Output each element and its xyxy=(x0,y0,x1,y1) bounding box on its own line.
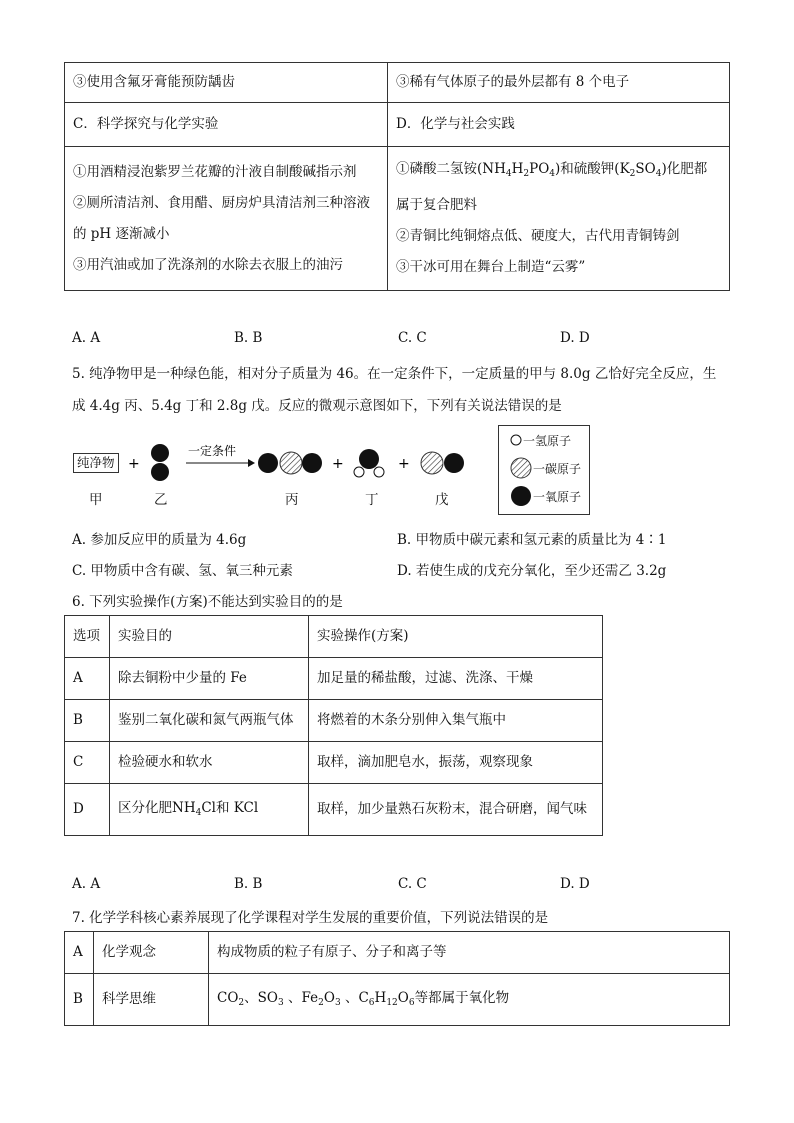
option-b[interactable]: B. B xyxy=(234,876,263,892)
cell-r1c2: ③稀有气体原子的最外层都有 8 个电子 xyxy=(388,63,730,103)
hydrogen-atom-icon xyxy=(509,433,523,447)
label-bing: 丙 xyxy=(285,492,299,508)
cell-d-items xyxy=(388,147,730,291)
row-d-purpose: 区分化肥$NH_4Cl$和 KCl xyxy=(110,784,309,836)
plus-sign: + xyxy=(128,456,140,472)
legend-hydrogen: 一氢原子 xyxy=(499,426,589,454)
d-item-3: ③干冰可用在舞台上制造“云雾” xyxy=(396,259,586,275)
q7-row-a-content: 构成物质的粒子有原子、分子和离子等 xyxy=(209,932,730,974)
row-d-label: D xyxy=(65,784,110,836)
row-c-label: C xyxy=(65,742,110,784)
q7-row-a-label: A xyxy=(65,932,94,974)
option-a[interactable]: A. A xyxy=(72,876,101,892)
q7-table xyxy=(64,931,730,1026)
option-d[interactable]: D. D xyxy=(560,330,590,346)
header-operation: 实验操作(方案) xyxy=(309,616,603,658)
row-a-label: A xyxy=(65,658,110,700)
d-item-2: ②青铜比纯铜熔点低、硬度大，古代用青铜铸剑 xyxy=(396,228,680,244)
oxygen-atom-icon xyxy=(509,484,533,508)
options-row-q6 xyxy=(72,876,590,892)
option-b[interactable]: B. B xyxy=(234,330,263,346)
row-b-purpose: 鉴别二氧化碳和氮气两瓶气体 xyxy=(110,700,309,742)
plus-sign: + xyxy=(332,456,344,472)
comparison-table xyxy=(64,62,730,291)
plus-sign: + xyxy=(398,456,410,472)
row-a-purpose: 除去铜粉中少量的 Fe xyxy=(110,658,309,700)
hydrogen-atom xyxy=(354,467,364,477)
label-wu: 戊 xyxy=(435,492,449,508)
d-item-1-cont: 属于复合肥料 xyxy=(396,197,477,213)
label-jia: 甲 xyxy=(89,492,103,508)
label-yi: 乙 xyxy=(154,492,168,508)
cell-c-items xyxy=(65,147,388,291)
option-c[interactable]: C. C xyxy=(398,330,427,346)
legend-carbon: 一碳原子 xyxy=(499,454,589,482)
cell-section-d: D．化学与社会实践 xyxy=(388,103,730,147)
hydrogen-atom xyxy=(374,467,384,477)
oxygen-atom xyxy=(151,463,169,481)
oxygen-atom xyxy=(151,444,169,462)
q6-table xyxy=(64,615,603,836)
q5-option-a[interactable]: A. 参加反应甲的质量为 4.6g xyxy=(72,532,247,548)
q5-option-c[interactable]: C. 甲物质中含有碳、氢、氧三种元素 xyxy=(72,563,293,579)
row-b-label: B xyxy=(65,700,110,742)
options-row-q4 xyxy=(72,330,590,346)
oxygen-atom xyxy=(258,453,278,473)
reaction-diagram xyxy=(120,430,480,490)
carbon-atom xyxy=(421,452,443,474)
label-ding: 丁 xyxy=(365,492,379,508)
arrow-head xyxy=(248,459,255,467)
q7-row-b-label: B xyxy=(65,974,94,1026)
oxygen-atom xyxy=(444,453,464,473)
q7-title: 7. 化学学科核心素养展现了化学课程对学生发展的重要价值，下列说法错误的是 xyxy=(72,910,549,926)
pure-substance-box: 纯净物 xyxy=(73,453,119,473)
q7-row-b-topic: 科学思维 xyxy=(94,974,209,1026)
d-item-1: ①磷酸二氢铵$(NH_4H_2PO_4)$和硫酸钾$(K_2SO_4)$化肥都 xyxy=(396,161,708,179)
q6-title: 6. 下列实验操作(方案)不能达到实验目的的是 xyxy=(72,594,343,610)
q5-option-b[interactable]: B. 甲物质中碳元素和氢元素的质量比为 4∶1 xyxy=(397,532,667,548)
c-item: ②厕所清洁剂、食用醋、厨房炉具清洁剂三种溶液 xyxy=(73,194,370,211)
row-a-operation: 加足量的稀盐酸，过滤、洗涤、干燥 xyxy=(309,658,603,700)
c-item: ①用酒精浸泡紫罗兰花瓣的汁液自制酸碱指示剂 xyxy=(73,163,357,180)
option-a[interactable]: A. A xyxy=(72,330,101,346)
option-d[interactable]: D. D xyxy=(560,876,590,892)
c-item: ③用汽油或加了洗涤剂的水除去衣服上的油污 xyxy=(73,256,343,273)
header-purpose: 实验目的 xyxy=(110,616,309,658)
reaction-condition: 一定条件 xyxy=(188,444,237,458)
atom-legend xyxy=(498,425,590,515)
q5-line1: 5. 纯净物甲是一种绿色能，相对分子质量为 46。在一定条件下，一定质量的甲与 8.0g 乙恰好完全反应，生 xyxy=(72,366,717,382)
row-c-purpose: 检验硬水和软水 xyxy=(110,742,309,784)
option-c[interactable]: C. C xyxy=(398,876,427,892)
oxygen-atom xyxy=(359,449,379,469)
carbon-atom xyxy=(280,452,302,474)
row-b-operation: 将燃着的木条分别伸入集气瓶中 xyxy=(309,700,603,742)
q7-row-a-topic: 化学观念 xyxy=(94,932,209,974)
q7-row-b-content: $CO_2$、$SO_3$ 、$Fe_2O_3$ 、$C_6H_{12}O_6$等都属于氧化物 xyxy=(209,974,730,1026)
oxygen-atom xyxy=(302,453,322,473)
legend-oxygen: 一氧原子 xyxy=(499,482,589,510)
carbon-atom-icon xyxy=(509,456,533,480)
header-option: 选项 xyxy=(65,616,110,658)
cell-section-c: C．科学探究与化学实验 xyxy=(65,103,388,147)
q5-option-d[interactable]: D. 若使生成的戊充分氧化，至少还需乙 3.2g xyxy=(397,563,667,579)
row-c-operation: 取样，滴加肥皂水，振荡，观察现象 xyxy=(309,742,603,784)
c-item: 的 pH 逐渐减小 xyxy=(73,225,170,242)
cell-r1c1: ③使用含氟牙膏能预防龋齿 xyxy=(65,63,388,103)
row-d-operation: 取样，加少量熟石灰粉末，混合研磨，闻气味 xyxy=(309,784,603,836)
q5-line2: 成 4.4g 丙、5.4g 丁和 2.8g 戊。反应的微观示意图如下，下列有关说法错误的是 xyxy=(72,398,562,414)
